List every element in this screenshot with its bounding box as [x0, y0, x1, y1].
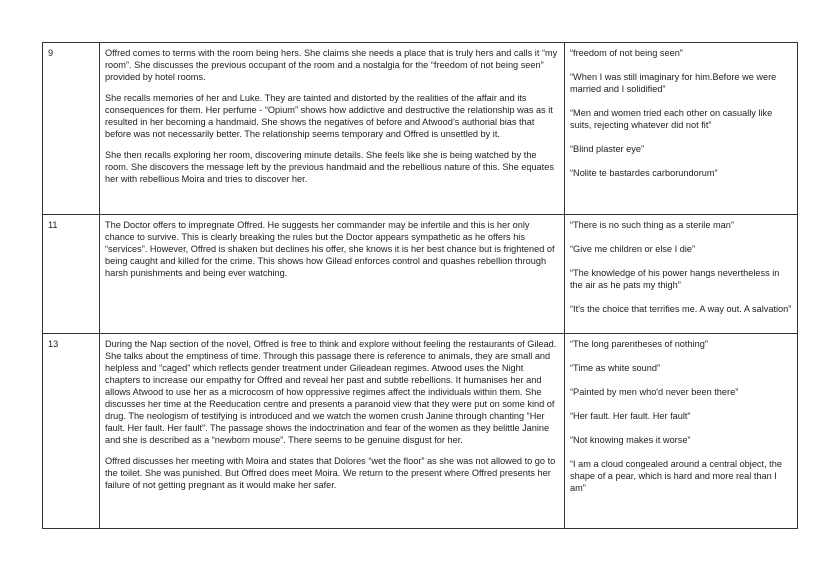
table-row-chapter-9 — [43, 43, 798, 215]
table-row-chapter-13 — [43, 334, 798, 529]
summary-paragraph: Offred comes to terms with the room being hers. She claims she needs a place that is truly hers and calls it “my room”. She discusses the previous occupant of the room and a nostalgia for the “freedom of not being seen” provided by hotel rooms. — [105, 48, 558, 82]
chapter-number-cell: 13 — [43, 334, 100, 529]
quote-item: “It's the choice that terrifies me. A way out. A salvation” — [570, 304, 792, 314]
quote-item: “The long parentheses of nothing” — [570, 339, 708, 349]
quote-item: “Give me children or else I die” — [570, 244, 696, 254]
summary-cell — [100, 43, 565, 215]
quote-item: “Time as white sound” — [570, 363, 661, 373]
quote-item: “The knowledge of his power hangs nevertheless in the air as he pats my thigh” — [570, 268, 780, 290]
quote-item: “Blind plaster eye” — [570, 144, 645, 154]
quote-item: “I am a cloud congealed around a central object, the shape of a pear, which is hard and more real than I am” — [570, 459, 782, 493]
quote-item: “When I was still imaginary for him.Before we were married and I solidified” — [570, 72, 777, 94]
quote-item: “Men and women tried each other on casually like suits, rejecting whatever did not fit” — [570, 108, 773, 130]
quote-item: “There is no such thing as a sterile man” — [570, 220, 734, 230]
quote-item: “Painted by men who'd never been there” — [570, 387, 739, 397]
quote-item: “Her fault. Her fault. Her fault” — [570, 411, 691, 421]
summary-cell — [100, 334, 565, 529]
quote-item: “Nolite te bastardes carborundorum” — [570, 168, 718, 178]
quotes-cell — [565, 215, 798, 334]
summary-paragraph: Offred discusses her meeting with Moira and states that Dolores “wet the floor” as she was not allowed to go to the toilet. She was punished. But Offred does meet Moira. We return to the present where Offred presents her failure of not getting pregnant as it would make her safer. — [105, 456, 556, 490]
summary-paragraph: The Doctor offers to impregnate Offred. He suggests her commander may be infertile and this is her only chance to survive. This is clearly breaking the rules but the Doctor appears sympathetic as he offers his “services”. However, Offred is shaken but declines his offer, she knows it is her best chance but is frightened of being caught and killed for the crime. This shows how Gilead enforces control and quashes rebellion through harsh punishments and being ever watching. — [105, 220, 555, 278]
quotes-cell — [565, 334, 798, 529]
quote-item: “Not knowing makes it worse” — [570, 435, 691, 445]
quote-item: “freedom of not being seen” — [570, 48, 683, 58]
quotes-cell — [565, 43, 798, 215]
chapter-number-cell: 11 — [43, 215, 100, 334]
summary-cell — [100, 215, 565, 334]
chapter-notes-table — [42, 42, 798, 529]
summary-paragraph: During the Nap section of the novel, Offred is free to think and explore without feeling the restaurants of Gilead. She talks about the emptiness of time. Through this passage there is reference to animals, they are small and helpless and “caged” which reflects gender treatment under Gileadean regimes. Atwood uses the Night chapters to increase our empathy for Offred and reveal her past and subtle rebellions. It humanises her and allows Atwood to use her as a microcosm of how oppressive regimes affect the individuals within them. She discusses her time at the Reeducation centre and presents a paranoid view that they were put on some kind of drug. The neologism of testifying is introduced and we watch the women crush Janine through chanting “Her fault. Her fault. Her fault”. The passage shows the indoctrination and fear of the women as they belittle Janine and she is described as a “newborn mouse”. There seems to be genuine disgust for her. — [105, 339, 557, 445]
summary-paragraph: She recalls memories of her and Luke. They are tainted and distorted by the realities of the affair and its consequences for them. Her perfume - “Opium” shows how addictive and destructive the relationship was as it resulted in her becoming a handmaid. She shows the negatives of before and Atwood’s authorial bias that before was not necessarily better. The relationship seems temporary and Offred is unsettled by it. — [105, 93, 553, 139]
chapter-number-cell: 9 — [43, 43, 100, 215]
summary-paragraph: She then recalls exploring her room, discovering minute details. She feels like she is being watched by the room. She discovers the message left by the previous handmaid and the rebellious nature of this. She equates her with rebellious Moira and tries to discover her. — [105, 150, 554, 184]
table-row-chapter-11 — [43, 215, 798, 334]
